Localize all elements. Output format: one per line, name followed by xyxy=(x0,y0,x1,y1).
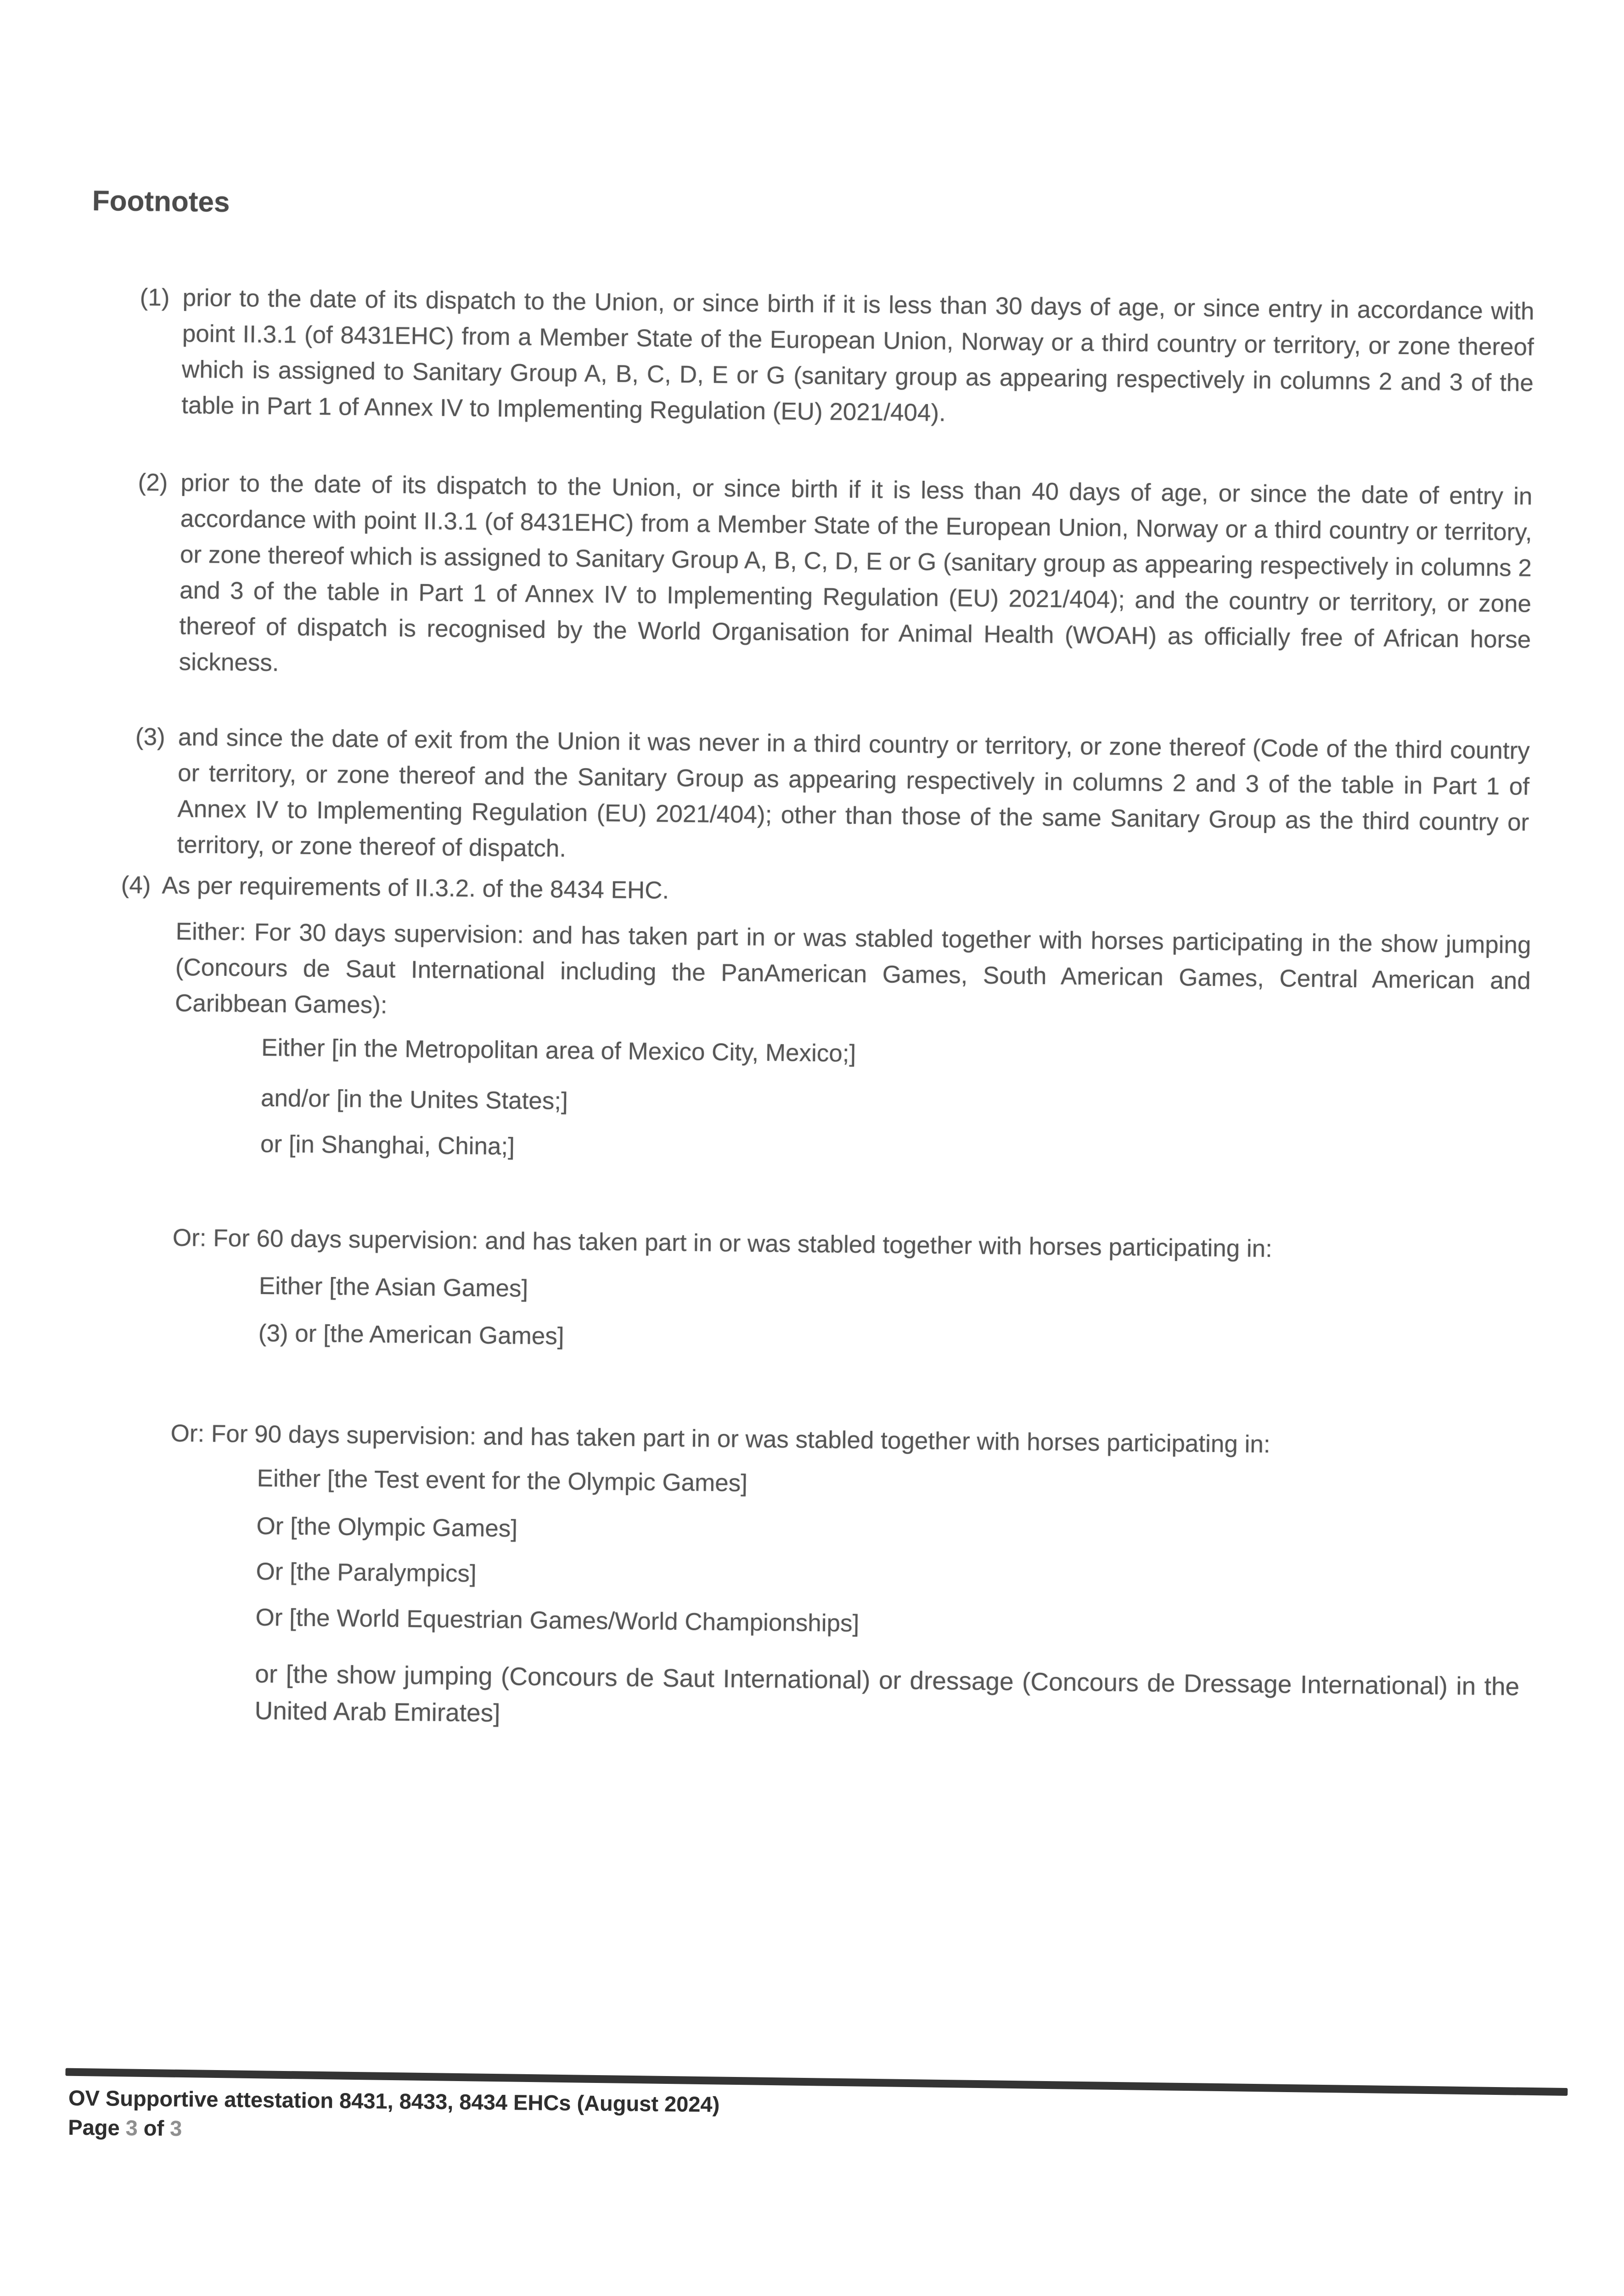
footnote-marker-2: (2) xyxy=(138,469,168,496)
supervision-60-option-2: (3) or [the American Games] xyxy=(258,1319,564,1350)
supervision-90-option-5: or [the show jumping (Concours de Saut International) or dressage (Concours de Dressage International) in the United Arab Emirates] xyxy=(254,1659,1520,1728)
footnote-text-2: prior to the date of its dispatch to the Union, or since birth if it is less than 40 days of age, or since the date of entry in accordance with point II.3.1 (of 8431EHC) from a Member State of the European Union, Norway or a third country or territory, or zone thereof which is assigned to Sanitary Group A, B, C, D, E or G (sanitary group as appearing respectively in columns 2 and 3 of the table in Part 1 of Annex IV to Implementing Regulation (EU) 2021/404); and the country or territory, or zone thereof of dispatch is recognised by the World Organisation for Animal Health (WOAH) as officially free of African horse sickness. xyxy=(179,469,1533,677)
supervision-90-intro: Or: For 90 days supervision: and has taken part in or was stabled together with horses participating in: xyxy=(170,1419,1270,1458)
page-title: Footnotes xyxy=(92,185,230,219)
footer-page-indicator xyxy=(68,2114,182,2142)
footnote-item-2 xyxy=(5,463,1624,695)
footnote-marker-1: (1) xyxy=(140,284,170,311)
supervision-30-option-1: Either [in the Metropolitan area of Mexico City, Mexico;] xyxy=(261,1034,856,1067)
footnote-item-1 xyxy=(7,278,1624,438)
supervision-30-option-3: or [in Shanghai, China;] xyxy=(260,1130,515,1160)
footnote-text-3: and since the date of exit from the Union it was never in a third country or territory, or zone thereof (Code of the third country or territory, or zone thereof and the Sanitary Group as appearing respectively in columns 2 and 3 of the table in Part 1 of Annex IV to Implementing Regulation (EU) 2021/404); other than those of the same Sanitary Group as the third country or territory, or zone thereof of dispatch. xyxy=(177,723,1530,862)
supervision-90-option-3: Or [the Paralympics] xyxy=(256,1558,477,1587)
supervision-30-intro: Either: For 30 days supervision: and has taken part in or was stabled together with horses participating in the show jumping (Concours de Saut International including the PanAmerican Games, South American Games, Central American and Caribbean Games): xyxy=(174,917,1531,1019)
footer-of-word: of xyxy=(143,2116,164,2140)
footnote-marker-4: (4) xyxy=(121,871,151,899)
supervision-90-option-2: Or [the Olympic Games] xyxy=(256,1512,518,1542)
footnote-marker-3: (3) xyxy=(135,723,166,751)
footnote-item-4 xyxy=(121,867,669,909)
supervision-60-intro: Or: For 60 days supervision: and has taken part in or was stabled together with horses participating in: xyxy=(172,1224,1273,1263)
footnote-text-1: prior to the date of its dispatch to the Union, or since birth if it is less than 30 days of age, or since entry in accordance with point II.3.1 (of 8431EHC) from a Member State of the European Union, Norway or a third country or territory, or zone thereof which is assigned to Sanitary Group A, B, C, D, E or G (sanitary group as appearing respectively in columns 2 and 3 of the table in Part 1 of Annex IV to Implementing Regulation (EU) 2021/404). xyxy=(181,284,1534,427)
footnote-item-3 xyxy=(3,718,1624,878)
footer-page-current: 3 xyxy=(125,2115,138,2140)
supervision-90-option-1: Either [the Test event for the Olympic Games] xyxy=(257,1464,748,1497)
footer-page-total: 3 xyxy=(169,2116,182,2141)
footer-page-word: Page xyxy=(68,2115,120,2140)
supervision-90-option-4: Or [the World Equestrian Games/World Championships] xyxy=(255,1604,860,1638)
supervision-30-option-2: and/or [in the Unites States;] xyxy=(260,1084,568,1115)
footnote-text-4: As per requirements of II.3.2. of the 8434 EHC. xyxy=(162,872,669,904)
supervision-60-option-1: Either [the Asian Games] xyxy=(258,1272,528,1302)
footer-doc-reference: OV Supportive attestation 8431, 8433, 8434 EHCs (August 2024) xyxy=(68,2085,720,2117)
